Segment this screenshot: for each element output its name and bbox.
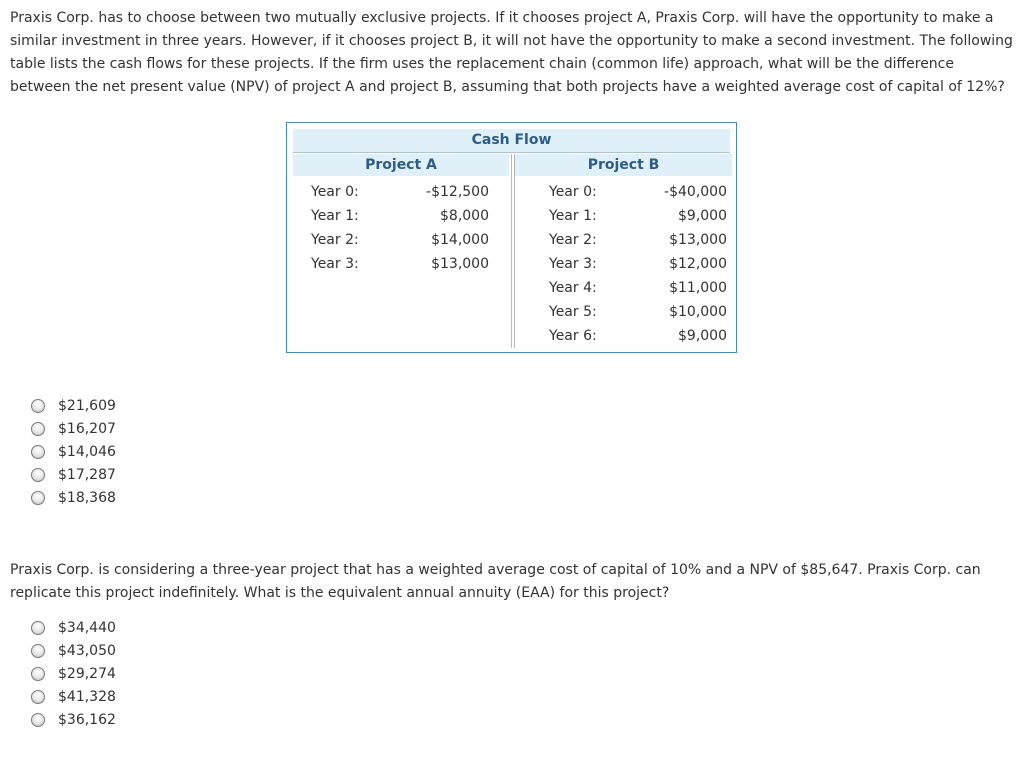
question-1-text: Praxis Corp. has to choose between two mutually exclusive projects. If it chooses project A, Praxis Corp. will have the opportunity to make a similar investment in three years. However, if it chooses project B, it will not have the opportunity to make a second investment. The following table lists the cash flows for these projects. If the firm uses the replacement chain (common life) approach, what will be the difference between the net present value (NPV) of project A and project B, assuming that both projects have a weighted average cost of capital of 12%? xyxy=(10,10,1013,95)
column-divider xyxy=(511,154,515,348)
cash-flow-value: -$12,500 xyxy=(426,184,489,200)
option-label[interactable]: $17,287 xyxy=(58,466,116,483)
table-row xyxy=(549,180,727,204)
year-label: Year 6: xyxy=(549,328,597,344)
answer-option[interactable] xyxy=(31,708,116,731)
table-row xyxy=(311,252,489,276)
option-label[interactable]: $16,207 xyxy=(58,420,116,437)
answer-option[interactable] xyxy=(31,463,116,486)
year-label: Year 4: xyxy=(549,280,597,296)
table-row xyxy=(549,324,727,348)
answer-option[interactable] xyxy=(31,639,116,662)
table-row xyxy=(549,204,727,228)
cash-flow-value: $8,000 xyxy=(440,208,489,224)
table-row xyxy=(549,276,727,300)
answer-option[interactable] xyxy=(31,486,116,509)
year-label: Year 3: xyxy=(549,256,597,272)
cash-flow-value: $13,000 xyxy=(431,256,489,272)
answer-option[interactable] xyxy=(31,662,116,685)
year-label: Year 1: xyxy=(311,208,359,224)
cash-flow-value: -$40,000 xyxy=(664,184,727,200)
option-label[interactable]: $18,368 xyxy=(58,489,116,506)
table-row xyxy=(311,180,489,204)
year-label: Year 2: xyxy=(311,232,359,248)
cash-flow-value: $14,000 xyxy=(431,232,489,248)
project-b-header: Project B xyxy=(515,154,732,176)
year-label: Year 1: xyxy=(549,208,597,224)
year-label: Year 0: xyxy=(311,184,359,200)
cash-flow-value: $12,000 xyxy=(669,256,727,272)
cash-flow-value: $9,000 xyxy=(678,208,727,224)
radio-button-icon[interactable] xyxy=(31,445,45,459)
cash-flow-value: $11,000 xyxy=(669,280,727,296)
answer-option[interactable] xyxy=(31,440,116,463)
radio-button-icon[interactable] xyxy=(31,399,45,413)
project-a-header: Project A xyxy=(293,154,509,176)
answer-option[interactable] xyxy=(31,394,116,417)
table-row xyxy=(311,204,489,228)
cash-flow-table xyxy=(286,122,737,353)
answer-option[interactable] xyxy=(31,685,116,708)
option-label[interactable]: $14,046 xyxy=(58,443,116,460)
cash-flow-value: $9,000 xyxy=(678,328,727,344)
year-label: Year 2: xyxy=(549,232,597,248)
radio-button-icon[interactable] xyxy=(31,644,45,658)
option-label[interactable]: $34,440 xyxy=(58,619,116,636)
question-2-options xyxy=(31,616,116,731)
question-2-text: Praxis Corp. is considering a three-year project that has a weighted average cost of capital of 10% and a NPV of $85,647. Praxis Corp. can replicate this project indefinitely. What is the equivalent annual annuity (EAA) for this project? xyxy=(10,562,981,601)
option-label[interactable]: $29,274 xyxy=(58,665,116,682)
radio-button-icon[interactable] xyxy=(31,621,45,635)
option-label[interactable]: $41,328 xyxy=(58,688,116,705)
radio-button-icon[interactable] xyxy=(31,468,45,482)
answer-option[interactable] xyxy=(31,616,116,639)
cash-flow-value: $13,000 xyxy=(669,232,727,248)
year-label: Year 0: xyxy=(549,184,597,200)
answer-option[interactable] xyxy=(31,417,116,440)
option-label[interactable]: $36,162 xyxy=(58,711,116,728)
radio-button-icon[interactable] xyxy=(31,690,45,704)
project-a-column xyxy=(311,180,489,276)
year-label: Year 3: xyxy=(311,256,359,272)
cash-flow-title: Cash Flow xyxy=(293,129,730,153)
project-b-column xyxy=(549,180,727,348)
table-row xyxy=(549,252,727,276)
question-1-options xyxy=(31,394,116,509)
table-row xyxy=(311,228,489,252)
table-row xyxy=(549,300,727,324)
radio-button-icon[interactable] xyxy=(31,667,45,681)
radio-button-icon[interactable] xyxy=(31,713,45,727)
table-row xyxy=(549,228,727,252)
year-label: Year 5: xyxy=(549,304,597,320)
cash-flow-value: $10,000 xyxy=(669,304,727,320)
option-label[interactable]: $21,609 xyxy=(58,397,116,414)
option-label[interactable]: $43,050 xyxy=(58,642,116,659)
radio-button-icon[interactable] xyxy=(31,491,45,505)
radio-button-icon[interactable] xyxy=(31,422,45,436)
